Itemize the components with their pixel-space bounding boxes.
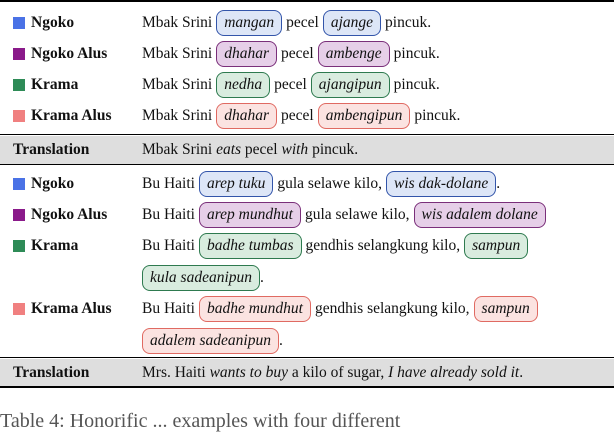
- highlight-chip: sampun: [474, 296, 538, 322]
- sentence-text: .: [260, 269, 264, 286]
- ex2-translation-row: [0, 359, 614, 386]
- highlight-chip: ambengipun: [318, 103, 411, 129]
- highlight-chip: wis dak-dolane: [386, 171, 496, 197]
- translation-text: Mrs. Haiti: [142, 363, 210, 381]
- sentence-text: Bu Haiti: [142, 237, 195, 254]
- sentence-text: Mbak Srini: [142, 14, 213, 31]
- krama-swatch: [13, 79, 25, 91]
- register-label: Krama: [31, 76, 79, 93]
- sentence-text: Mbak Srini: [142, 76, 213, 93]
- ex2-krama-row: [0, 230, 614, 300]
- table-mid-rule: [0, 164, 614, 165]
- sentence-text: pincuk.: [385, 14, 432, 31]
- ex1-krama-alus-row: [0, 100, 614, 132]
- sentence-text: pincuk.: [414, 107, 461, 124]
- sentence-text: gula selawe kilo,: [277, 175, 382, 192]
- ex2-krama-alus-row: [0, 293, 614, 363]
- ngoko-alus-swatch: [13, 48, 25, 60]
- translation-text: pecel: [241, 141, 282, 158]
- highlight-chip: adalem sadeanipun: [142, 328, 279, 354]
- table-bottom-rule: [0, 386, 614, 388]
- translation-text: with: [281, 141, 309, 158]
- sentence-text: Bu Haiti: [142, 175, 195, 192]
- highlight-chip: kula sadeanipun: [142, 265, 260, 291]
- krama-swatch: [13, 240, 25, 252]
- sentence-text: Bu Haiti: [142, 206, 195, 223]
- highlight-chip: ambenge: [318, 41, 390, 67]
- ex1-ngoko-alus-row: [0, 38, 614, 70]
- table-mid-rule: [0, 357, 614, 358]
- ex1-ngoko-row: [0, 7, 614, 39]
- highlight-chip: badhe mundhut: [199, 296, 311, 322]
- highlight-chip: badhe tumbas: [199, 233, 302, 259]
- highlight-chip: mangan: [216, 10, 282, 36]
- ngoko-alus-swatch: [13, 209, 25, 221]
- ex1-translation-row: [0, 136, 614, 164]
- translation-text: .: [519, 363, 524, 381]
- register-label: Ngoko: [31, 14, 75, 31]
- sentence-text: Mbak Srini: [142, 107, 213, 124]
- sentence-text: Bu Haiti: [142, 300, 195, 317]
- ex2-ngoko-alus-row: [0, 199, 614, 231]
- ex1-krama-row: [0, 69, 614, 101]
- register-label: Krama Alus: [31, 300, 112, 317]
- sentence-text: pecel: [274, 76, 307, 93]
- translation-text: I have already sold it: [388, 363, 520, 381]
- ngoko-swatch: [13, 178, 25, 190]
- sentence-text: .: [278, 332, 283, 349]
- sentence-text: .: [496, 175, 501, 192]
- sentence-text: pecel: [280, 107, 314, 124]
- translation-text: pincuk.: [308, 141, 359, 158]
- krama-alus-swatch: [13, 303, 25, 315]
- translation-text: eats: [216, 141, 242, 158]
- table-top-rule: [0, 0, 614, 2]
- sentence-text: Mbak Srini: [142, 45, 213, 62]
- sentence-text: pecel: [280, 45, 314, 62]
- highlight-chip: dhahar: [216, 41, 277, 67]
- translation-text: wants to buy: [209, 363, 288, 381]
- highlight-chip: wis adalem dolane: [414, 202, 546, 228]
- highlight-chip: nedha: [216, 72, 270, 98]
- highlight-chip: ajange: [323, 10, 381, 36]
- register-label: Ngoko: [31, 175, 75, 192]
- register-label: Ngoko Alus: [31, 206, 108, 223]
- translation-text: a kilo of sugar,: [287, 363, 389, 381]
- sentence-text: gendhis selangkung kilo,: [314, 300, 470, 317]
- krama-alus-swatch: [13, 110, 25, 122]
- highlight-chip: sampun: [464, 233, 528, 259]
- register-label: Ngoko Alus: [31, 45, 108, 62]
- register-label: Krama: [31, 237, 79, 254]
- highlight-chip: arep mundhut: [199, 202, 301, 228]
- sentence-text: pincuk.: [393, 45, 440, 62]
- sentence-text: pecel: [286, 14, 319, 31]
- table-caption: Table 4: Honorific ... examples with four different: [0, 410, 401, 432]
- highlight-chip: ajangipun: [311, 72, 390, 98]
- highlight-chip: arep tuku: [199, 171, 273, 197]
- table-mid-rule: [0, 134, 614, 135]
- highlight-chip: dhahar: [216, 103, 277, 129]
- ex2-ngoko-row: [0, 168, 614, 200]
- translation-label: Translation: [13, 141, 90, 158]
- translation-label: Translation: [13, 363, 90, 381]
- sentence-text: gula selawe kilo,: [304, 206, 410, 223]
- sentence-text: gendhis selangkung kilo,: [305, 237, 461, 254]
- translation-text: Mbak Srini: [142, 141, 217, 158]
- sentence-text: pincuk.: [393, 76, 440, 93]
- ngoko-swatch: [13, 17, 25, 29]
- register-label: Krama Alus: [31, 107, 112, 124]
